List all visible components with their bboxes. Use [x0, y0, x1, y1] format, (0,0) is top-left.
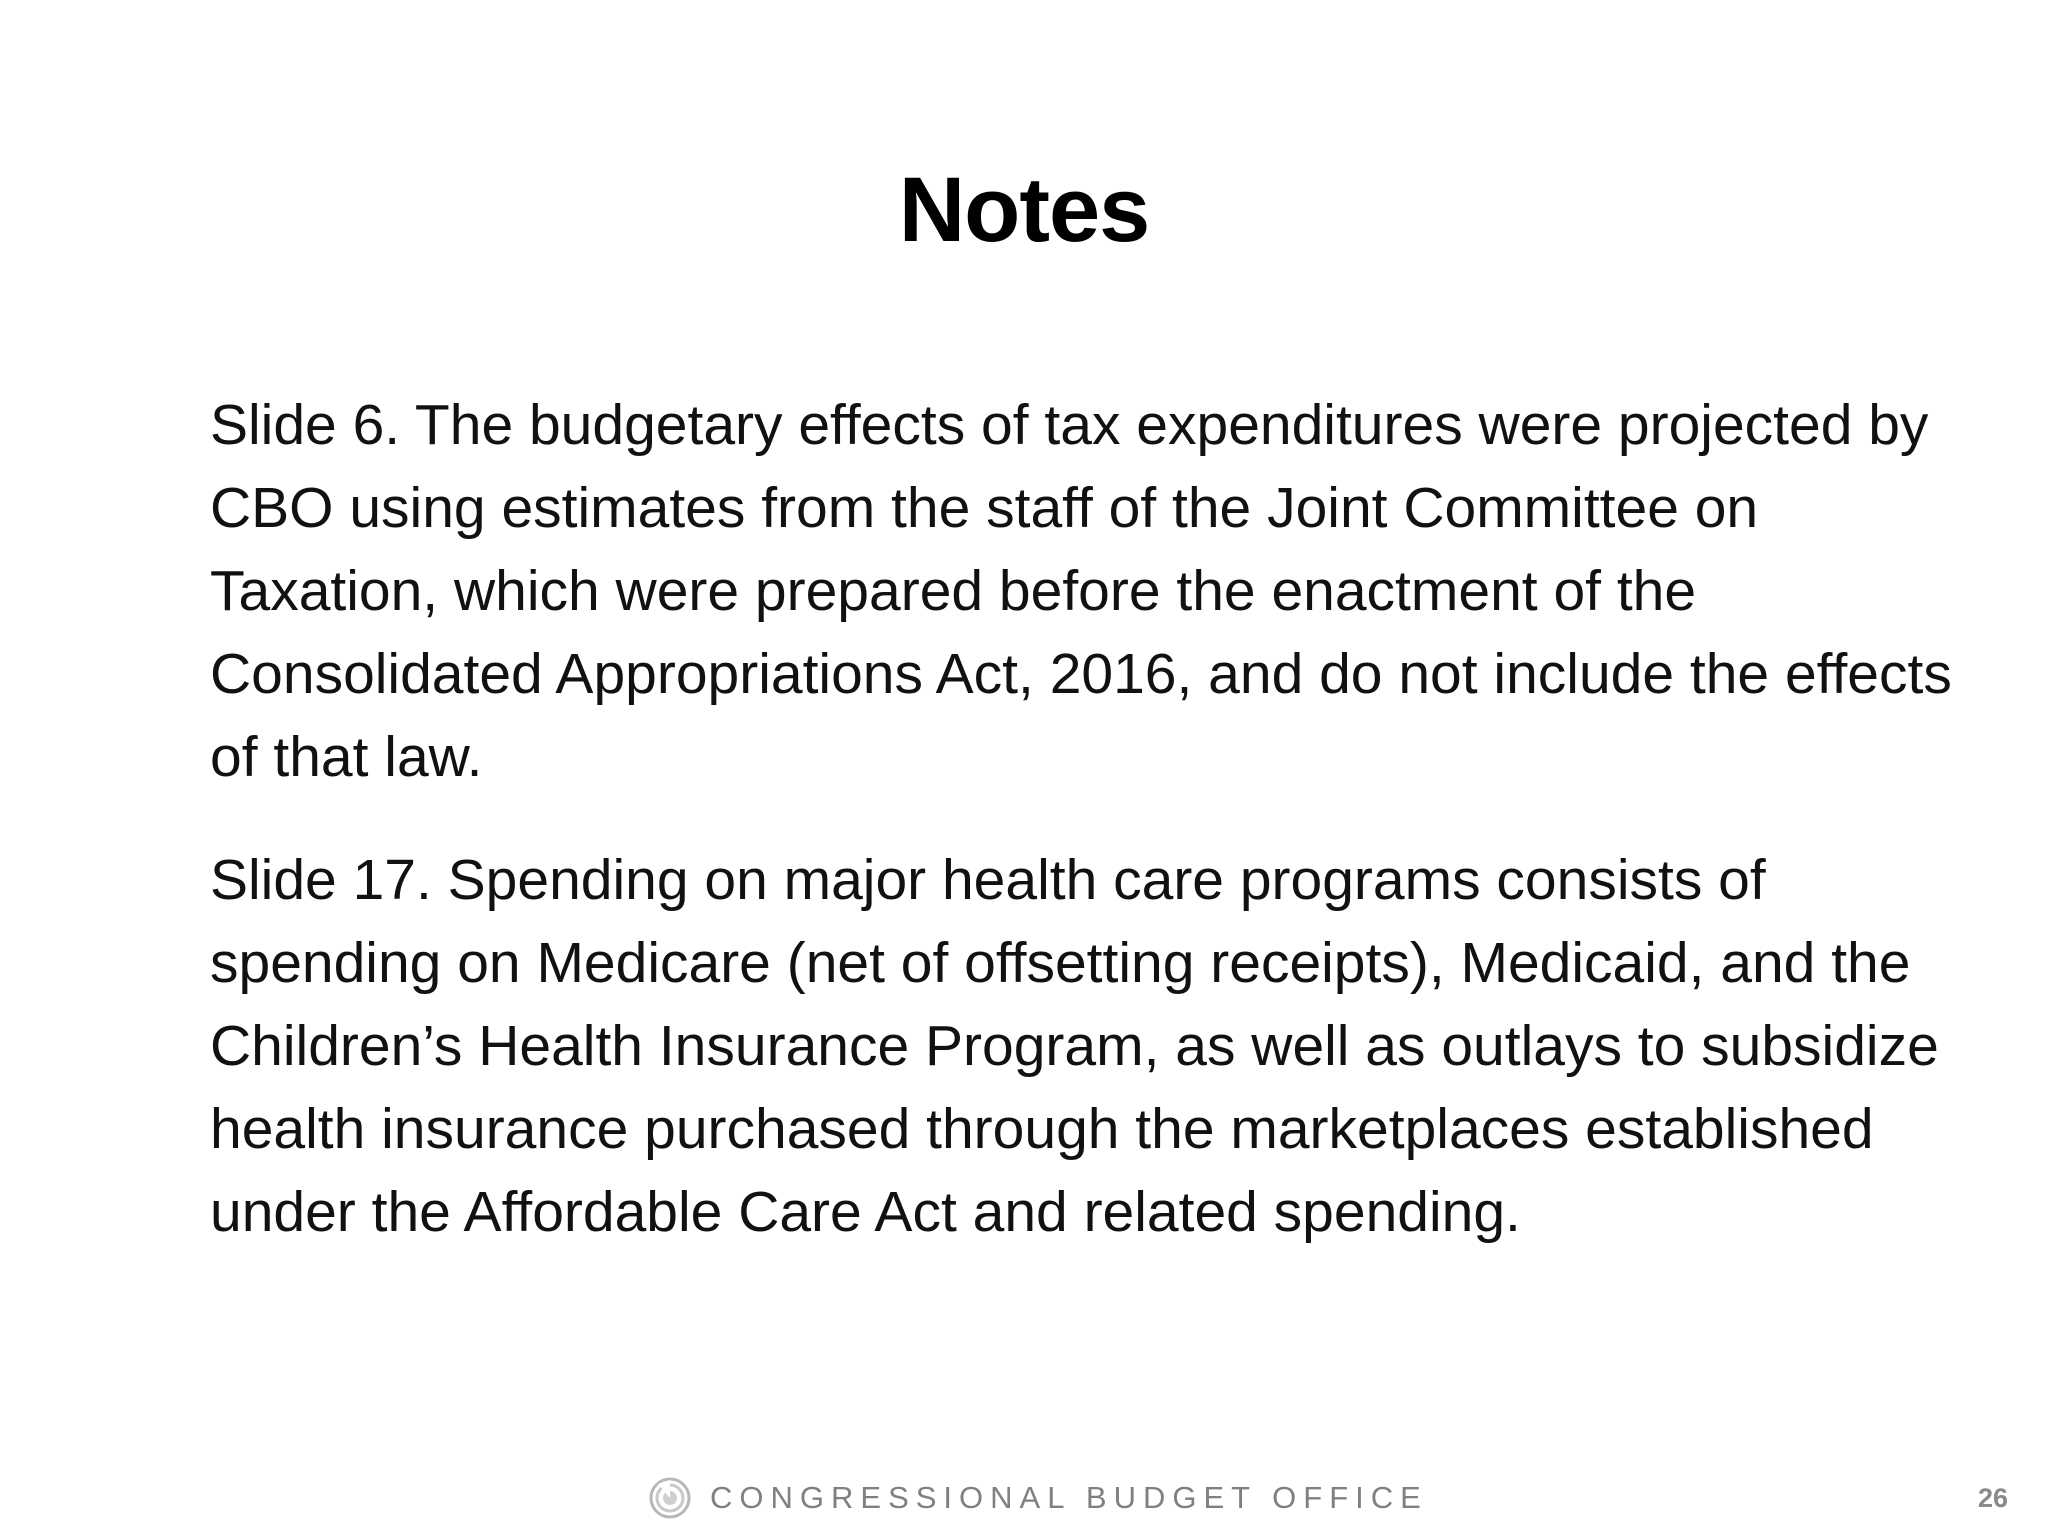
- footer-branding: [648, 1478, 1428, 1518]
- notes-body: [210, 384, 1970, 1294]
- page-number: 26: [1977, 1483, 2008, 1513]
- note-slide-6: Slide 6. The budgetary effects of tax expenditures were projected by CBO using estimates from the staff of the Joint Committee on Taxation, which were prepared before the enactment of the Consolidated Appropriations Act, 2016, and do not include the effects of that law.: [210, 393, 1952, 789]
- cbo-logo-icon: [648, 1476, 692, 1520]
- slide-title: Notes: [898, 159, 1150, 261]
- note-slide-17: Slide 17. Spending on major health care programs consists of spending on Medicare (net of offsetting receipts), Medicaid, and the Children’s Health Insurance Program, as well as outlays to subsidize health insurance purchased through the marketplaces established under the Affordable Care Act and related spending.: [210, 848, 1939, 1244]
- footer-organization: CONGRESSIONAL BUDGET OFFICE: [710, 1480, 1428, 1515]
- slide-footer: [0, 1478, 2048, 1518]
